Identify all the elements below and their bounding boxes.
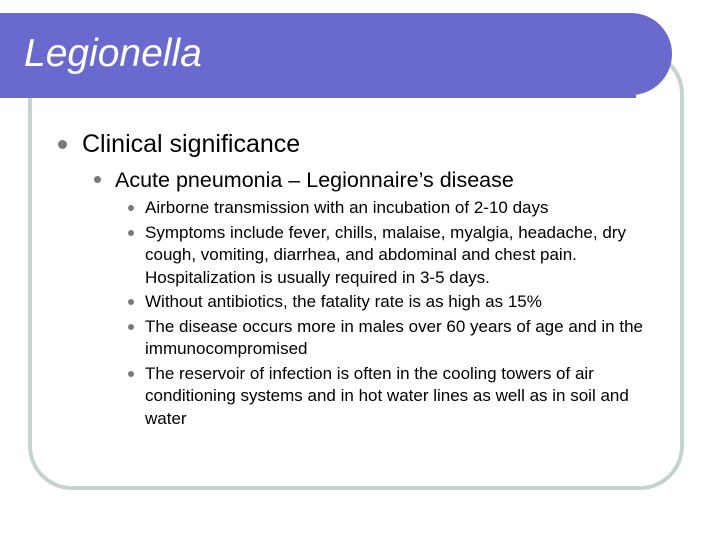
level2-bullet-icon [94,176,101,183]
detail-bullet-text: Without antibiotics, the fatality rate is as high as 15% [145,292,542,311]
detail-bullet [128,222,668,290]
detail-bullet [128,197,668,220]
detail-bullet-icon [128,371,134,377]
slide-title: Legionella [24,32,202,75]
detail-bullet-text: Airborne transmission with an incubation of 2-10 days [145,198,549,217]
detail-bullet-icon [128,299,134,305]
detail-bullet [128,291,668,314]
detail-bullet [128,316,668,361]
detail-bullet-icon [128,205,134,211]
level2-bullet-text: Acute pneumonia – Legionnaire’s disease [115,168,514,192]
detail-bullet-list [128,197,668,432]
detail-bullet-text: The reservoir of infection is often in the cooling towers of air conditioning systems and in hot water lines as well as in soil and water [145,363,629,428]
detail-bullet [128,363,668,431]
level1-bullet-icon [58,140,67,149]
detail-bullet-text: The disease occurs more in males over 60 years of age and in the immunocompromised [145,316,643,358]
detail-bullet-icon [128,230,134,236]
detail-bullet-icon [128,324,134,330]
level1-bullet-text: Clinical significance [82,130,301,158]
detail-bullet-text: Symptoms include fever, chills, malaise, myalgia, headache, dry cough, vomiting, diarrhea, and abdominal and chest pain. Hospitalization is usually required in 3-5 days. [145,222,626,287]
